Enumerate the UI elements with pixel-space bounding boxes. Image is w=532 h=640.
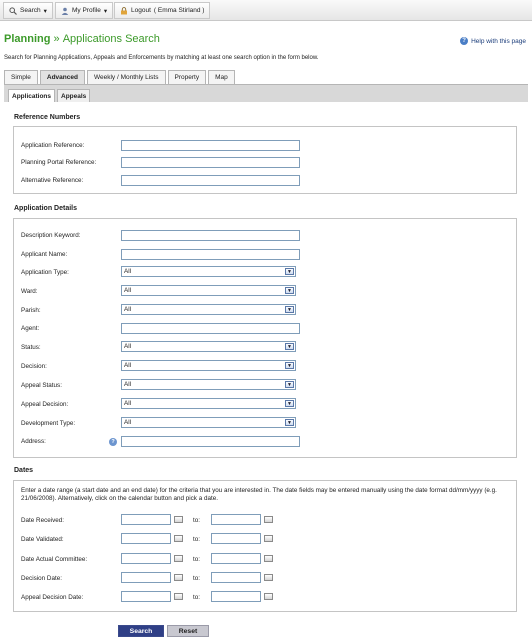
top-toolbar [0,0,532,21]
current-user-label: ( Emma Stirland ) [153,7,205,14]
help-link[interactable] [460,37,526,45]
application-type-select[interactable] [121,266,296,277]
parish-value: All [124,306,131,313]
calendar-icon[interactable] [264,516,273,523]
to-label: to: [193,536,201,543]
date-received-label: Date Received: [21,517,65,524]
search-icon [9,7,17,15]
calendar-icon[interactable] [174,593,183,600]
agent-label: Agent: [21,325,40,332]
dates-instructions: Enter a date range (a start date and an end date) for the criteria that you are interested in. The date fields may be entered manually using the date format dd/mm/yyyy (e.g. 21/06/2008). Alternatively, click on the calendar button and pick a date. [21,487,497,502]
status-select[interactable] [121,341,296,352]
address-label: Address: [21,438,46,445]
chevron-down-icon[interactable]: ▼ [285,400,294,407]
chevron-down-icon[interactable]: ▼ [285,362,294,369]
calendar-icon[interactable] [264,555,273,562]
agent-input[interactable] [121,323,300,334]
tab-map[interactable]: Map [208,70,235,84]
application-type-label: Application Type: [21,269,69,276]
page-title [4,33,160,45]
calendar-icon[interactable] [174,555,183,562]
to-label: to: [193,594,201,601]
decision-date-label: Decision Date: [21,575,62,582]
appeal-status-select[interactable] [121,379,296,390]
ward-select[interactable] [121,285,296,296]
search-tabs [4,70,235,84]
section-title-details: Application Details [14,205,78,212]
date-received-from-input[interactable] [121,514,171,525]
date-actual-committee-from-input[interactable] [121,553,171,564]
appeal-decision-date-to-input[interactable] [211,591,261,602]
decision-value: All [124,362,131,369]
ward-value: All [124,287,131,294]
logout-icon [120,7,128,15]
calendar-icon[interactable] [174,574,183,581]
date-validated-to-input[interactable] [211,533,261,544]
section-title-reference: Reference Numbers [14,114,81,121]
development-type-label: Development Type: [21,420,76,427]
subtab-appeals[interactable]: Appeals [57,89,90,102]
tab-advanced[interactable]: Advanced [40,70,85,84]
subtab-applications[interactable]: Applications [8,89,55,102]
date-validated-from-input[interactable] [121,533,171,544]
date-actual-committee-label: Date Actual Committee: [21,556,88,563]
appeal-decision-value: All [124,400,131,407]
chevron-down-icon[interactable]: ▼ [285,306,294,313]
parish-label: Parish: [21,307,41,314]
development-type-value: All [124,419,131,426]
search-button[interactable]: Search [118,625,164,637]
chevron-down-icon: ▾ [103,7,108,15]
to-label: to: [193,517,201,524]
section-title-dates: Dates [14,467,34,474]
chevron-down-icon[interactable]: ▼ [285,419,294,426]
chevron-down-icon[interactable]: ▼ [285,268,294,275]
alternative-reference-label: Alternative Reference: [21,177,84,184]
calendar-icon[interactable] [264,535,273,542]
applicant-name-input[interactable] [121,249,300,260]
date-actual-committee-to-input[interactable] [211,553,261,564]
application-type-value: All [124,268,131,275]
search-menu-label: Search [20,7,41,14]
appeal-decision-label: Appeal Decision: [21,401,69,408]
calendar-icon[interactable] [264,574,273,581]
decision-date-from-input[interactable] [121,572,171,583]
description-keyword-input[interactable] [121,230,300,241]
application-reference-input[interactable] [121,140,300,151]
calendar-icon[interactable] [174,516,183,523]
application-reference-label: Application Reference: [21,142,85,149]
decision-label: Decision: [21,363,47,370]
parish-select[interactable] [121,304,296,315]
title-main: Planning [4,33,51,45]
appeal-decision-select[interactable] [121,398,296,409]
info-icon[interactable]: ? [109,438,117,446]
to-label: to: [193,575,201,582]
description-keyword-label: Description Keyword: [21,232,81,239]
logout-label: Logout [131,7,151,14]
appeal-decision-date-from-input[interactable] [121,591,171,602]
development-type-select[interactable] [121,417,296,428]
planning-portal-reference-label: Planning Portal Reference: [21,159,97,166]
tab-property[interactable]: Property [168,70,207,84]
tab-weekly-monthly[interactable]: Weekly / Monthly Lists [87,70,166,84]
profile-menu[interactable] [55,2,113,19]
reset-button[interactable]: Reset [167,625,209,637]
to-label: to: [193,556,201,563]
calendar-icon[interactable] [174,535,183,542]
status-label: Status: [21,344,41,351]
chevron-down-icon[interactable]: ▼ [285,287,294,294]
status-value: All [124,343,131,350]
date-validated-label: Date Validated: [21,536,64,543]
logout-button[interactable] [114,2,210,19]
help-icon: ? [460,37,468,45]
tab-simple[interactable]: Simple [4,70,38,84]
user-icon [61,7,69,15]
planning-portal-reference-input[interactable] [121,157,300,168]
title-separator: » [53,33,60,45]
help-label: Help with this page [471,37,526,45]
search-menu[interactable] [3,2,53,19]
title-sub: Applications Search [62,33,160,45]
ward-label: Ward: [21,288,38,295]
alternative-reference-input[interactable] [121,175,300,186]
appeal-decision-date-label: Appeal Decision Date: [21,594,84,601]
appeal-status-label: Appeal Status: [21,382,62,389]
date-received-to-input[interactable] [211,514,261,525]
chevron-down-icon[interactable]: ▼ [285,343,294,350]
address-input[interactable] [121,436,300,447]
decision-select[interactable] [121,360,296,371]
chevron-down-icon: ▾ [43,7,47,15]
intro-text: Search for Planning Applications, Appeals and Enforcements by matching at least one search option in the form below. [4,55,319,61]
applicant-name-label: Applicant Name: [21,251,68,258]
appeal-status-value: All [124,381,131,388]
decision-date-to-input[interactable] [211,572,261,583]
chevron-down-icon[interactable]: ▼ [285,381,294,388]
calendar-icon[interactable] [264,593,273,600]
profile-menu-label: My Profile [72,7,101,14]
